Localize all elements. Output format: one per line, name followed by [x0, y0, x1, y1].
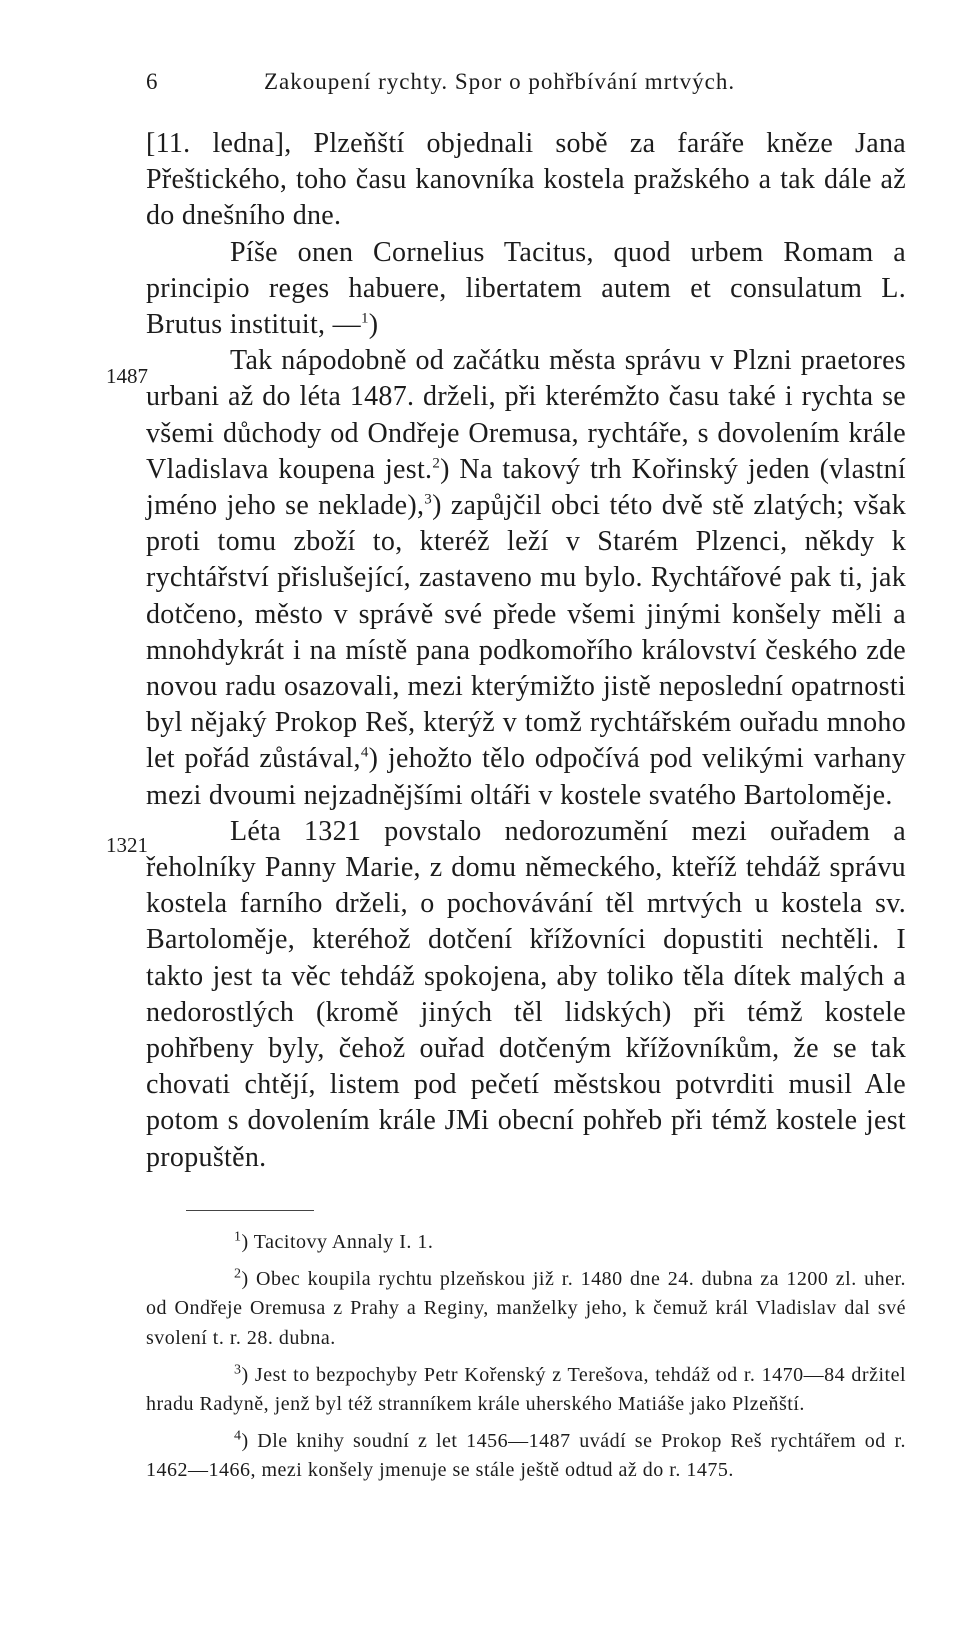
footnotes	[146, 1228, 906, 1494]
footnote-3-mark: 3	[234, 1362, 242, 1378]
paragraph-2-text: Píše onen Cornelius Tacitus, quod urbem Romam a principio reges habuere, libertatem autem et consulatum L. Brutus instituit, —	[146, 236, 906, 341]
paragraph-3-text-c: zapůjčil obci této dvě stě zlatých; však proti tomu zboží to, kteréž leží v Starém Plzenci, někdy k rychtářství přislušející, zastaveno mu bylo. Rychtářové pak ti, jak dotčeno, město v správě své přede všemi jinými konšely měli a mnohdykrát i na místě pana podkomořího království českého zde novou radu osazovali, mezi kterýmižto jistě neposlední opatrnosti byl nějaký Prokop Reš, kterýž v tomž rychtářském ouřadu mnoho let pořád zůstával,	[146, 490, 907, 775]
paragraph-1	[146, 126, 906, 235]
paragraph-2: Píše onen Cornelius Tacitus, quod urbem Romam a principio reges habuere, libertatem autem et consulatum L. Brutus instituit, —$^1$)	[146, 236, 906, 341]
footnote-4-text: Dle knihy soudní z let 1456—1487 uvádí se Prokop Reš rychtářem od r. 1462—1466, mezi konšely jmenuje se stále ještě odtud až do r. 1475.	[146, 1430, 906, 1482]
paragraph-3-text-d: jehožto tělo odpočívá pod velikými varhany mezi dvoumi nejzadnějšími oltáři v kostele svatého Bartoloměje.	[146, 743, 906, 811]
margin-year-1487: 1487	[106, 364, 148, 388]
page-number: 6	[146, 69, 158, 94]
paragraph-3: Tak nápodobně od začátku města správu v Plzni praetores urbani až do léta 1487. drželi, při kterémžto času také i rychta se všemi důchody od Ondřeje Oremusa, rychtáře, s dovolením krále Vladislava koupena jest.$^2$) Na takový trh Kořinský jeden (vlastní jméno jeho se neklade),$^3$) zapůjčil obci této dvě stě zlatých; však proti tomu zboží to, kteréž leží v Starém Plzenci, někdy k rychtářství přislušející, zastaveno mu bylo. Rychtářové pak ti, jak dotčeno, město v správě své přede všemi jinými konšely měli a mnohdykrát i na místě pana podkomořího království českého zde novou radu osazovali, mezi kterýmižto jistě neposlední opatrnosti byl nějaký Prokop Reš, kterýž v tomž rychtářském ouřadu mnoho let pořád zůstával,$^4$) jehožto tělo odpočívá pod velikými varhany mezi dvoumi nejzadnějšími oltáři v kostele svatého Bartoloměje.	[146, 345, 907, 811]
footnote-ref-3: 3	[424, 491, 433, 508]
paragraph-4-text: Léta 1321 povstalo nedorozumění mezi ouřadem a řeholníky Panny Marie, z domu německého, kteříž tehdáž správu kostela farního drželi, o pochovávání těl mrtvých u kostela sv. Bartoloměje, kteréhož dotčení křížovníci dopustiti nechtěli. I takto jest ta věc tehdáž spokojena, aby toliko těla dítek malých a nedorostlých (kromě jiných těl lidských) při témž kostele pohřbeny byly, čehož ouřad dotčeným křížovníkům, že se tak chovati chtějí, listem pod pečetí městskou potvrditi musil Ale potom s dovolením krále JMi obecní pohřeb při témž kostele jest propuštěn.	[146, 815, 906, 1173]
paragraph-3-text-a: Tak nápodobně od začátku města správu v Plzni praetores urbani až do léta 1487. drželi, při kterémžto času také i rychta se všemi důchody od Ondřeje Oremusa, rychtáře, s dovolením krále Vladislava koupena jest.	[146, 345, 906, 485]
footnote-ref-1: 1	[360, 310, 369, 327]
footnote-1-text: Tacitovy Annaly I. 1.	[248, 1231, 434, 1253]
footnote-4: $^4$) Dle knihy soudní z let 1456—1487 uvádí se Prokop Reš rychtářem od r. 1462—1466, mezi konšely jmenuje se stále ještě odtud až do r. 1475.	[146, 1428, 906, 1482]
footnote-3-text: Jest to bezpochyby Petr Kořenský z Terešova, tehdáž od r. 1470—84 držitel hradu Radyně, jenž byl též stranníkem krále uherského Matiáše jako Plzeňští.	[146, 1363, 906, 1416]
footnote-1: $^1$) Tacitovy Annaly I. 1.	[234, 1229, 434, 1253]
footnote-2-text: Obec koupila rychtu plzeňskou již r. 1480 dne 24. dubna za 1200 zl. uher. od Ondřeje Oremusa z Prahy a Reginy, manželky jeho, k čemuž král Vladislav dal své svolení t. r. 28. dubna.	[146, 1268, 906, 1349]
footnote-1-mark: 1	[234, 1229, 242, 1245]
paragraph-3-text-b: Na takový trh Kořinský jeden (vlastní jméno jeho se neklade),	[146, 453, 907, 522]
footnote-3: $^3$) Jest to bezpochyby Petr Kořenský z Terešova, tehdáž od r. 1470—84 držitel hradu Radyně, jenž byl též stranníkem krále uherského Matiáše jako Plzeňští.	[146, 1362, 906, 1416]
footnote-separator	[186, 1210, 314, 1211]
running-head-title: Zakoupení rychty. Spor o pohřbívání mrtvých.	[264, 69, 736, 94]
footnote-2: $^2$) Obec koupila rychtu plzeňskou již r. 1480 dne 24. dubna za 1200 zl. uher. od Ondřeje Oremusa z Prahy a Reginy, manželky jeho, k čemuž král Vladislav dal své svolení t. r. 28. dubna.	[146, 1266, 906, 1349]
footnote-4-mark: 4	[234, 1428, 242, 1444]
paragraph-1-text: [11. ledna], Plzeňští objednali sobě za faráře kněze Jana Přeštického, toho času kanovníka kostela pražského a tak dále až do dnešního dne.	[146, 128, 906, 232]
footnote-2-mark: 2	[234, 1266, 242, 1282]
footnote-ref-4: 4	[360, 745, 369, 762]
footnote-ref-2: 2	[432, 455, 441, 472]
running-head	[146, 62, 906, 102]
body-text	[146, 126, 906, 1176]
margin-year-1321: 1321	[106, 833, 148, 857]
paragraph-4	[146, 814, 906, 1176]
